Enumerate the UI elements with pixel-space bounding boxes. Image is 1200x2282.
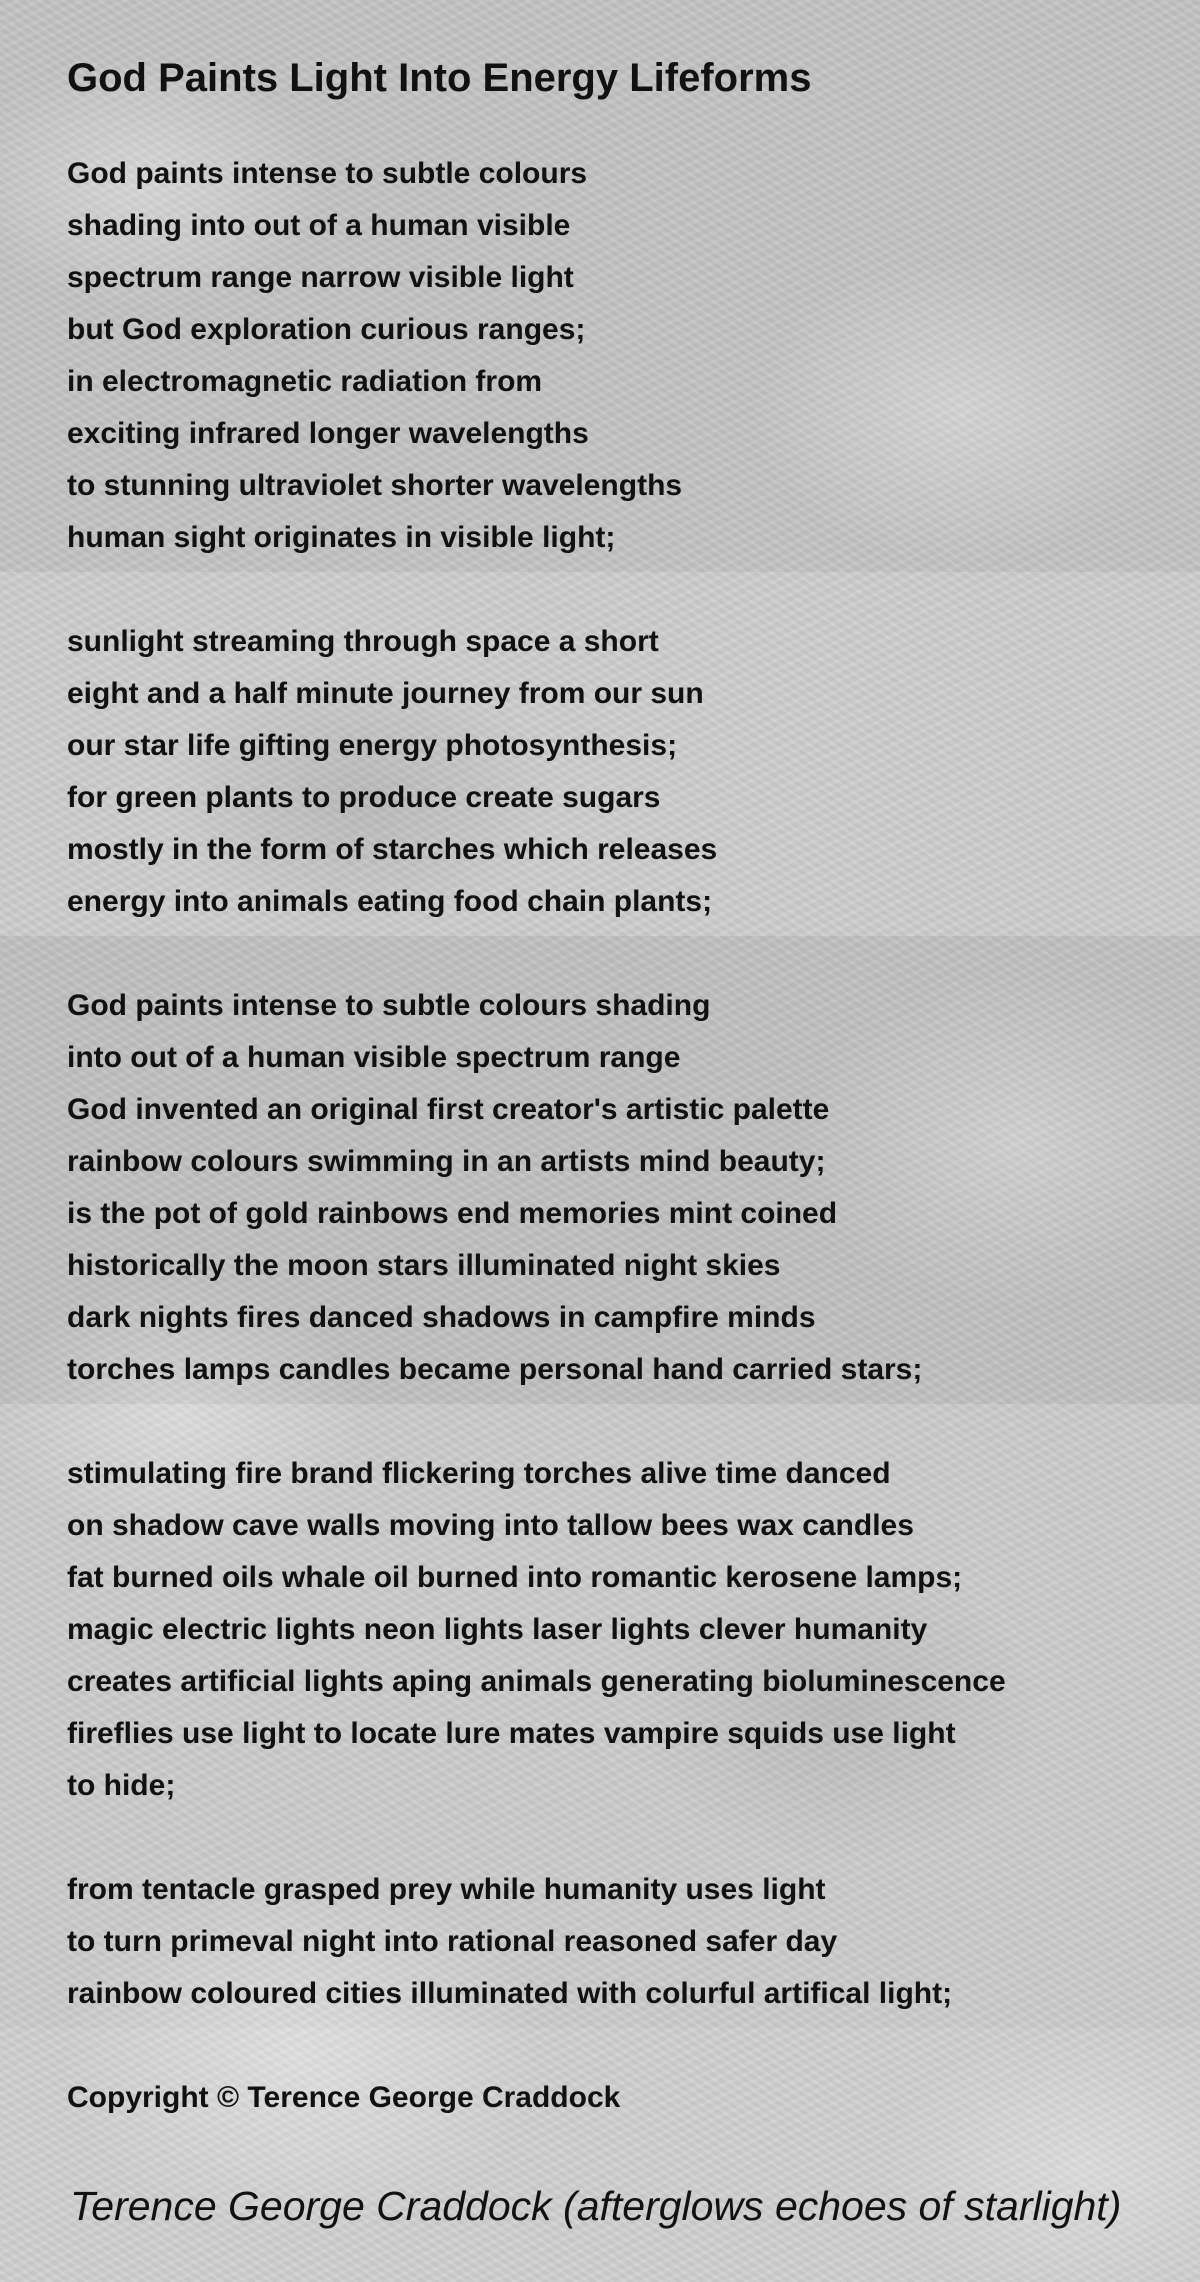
poem-stanza <box>67 1864 1006 2020</box>
poem-line: magic electric lights neon lights laser lights clever humanity <box>67 1613 928 1646</box>
poem-line: human sight originates in visible light; <box>67 521 616 554</box>
poem-line: God invented an original first creator's artistic palette <box>67 1093 830 1126</box>
poem-stanza <box>67 1448 1006 1812</box>
poem-line: dark nights fires danced shadows in campfire minds <box>67 1301 816 1334</box>
poem-stanza <box>67 616 1006 928</box>
poem-line: sunlight streaming through space a short <box>67 625 659 658</box>
poem-line: creates artificial lights aping animals generating bioluminescence <box>67 1665 1006 1698</box>
poem-line: into out of a human visible spectrum range <box>67 1041 681 1074</box>
poem-line: to turn primeval night into rational reasoned safer day <box>67 1925 838 1958</box>
poem-line: to stunning ultraviolet shorter wavelengths <box>67 469 683 502</box>
poem-line: but God exploration curious ranges; <box>67 313 586 346</box>
poem-line: in electromagnetic radiation from <box>67 365 543 398</box>
poem-line: on shadow cave walls moving into tallow bees wax candles <box>67 1509 914 1542</box>
poem-line: stimulating fire brand flickering torches alive time danced <box>67 1457 891 1490</box>
author-signature: Terence George Craddock (afterglows echoes of starlight) <box>70 2183 1122 2229</box>
poem-line: energy into animals eating food chain plants; <box>67 885 713 918</box>
poem-line: our star life gifting energy photosynthesis; <box>67 729 678 762</box>
poem-line: is the pot of gold rainbows end memories mint coined <box>67 1197 838 1230</box>
poem-line: spectrum range narrow visible light <box>67 261 574 294</box>
poem-line: from tentacle grasped prey while humanity uses light <box>67 1873 826 1906</box>
poem-line: historically the moon stars illuminated night skies <box>67 1249 781 1282</box>
poem-stanza <box>67 148 1006 564</box>
poem-line: fireflies use light to locate lure mates vampire squids use light <box>67 1717 956 1750</box>
poem-line: to hide; <box>67 1769 176 1802</box>
poem-line: mostly in the form of starches which releases <box>67 833 718 866</box>
poem-stanza <box>67 980 1006 1396</box>
poem-line: exciting infrared longer wavelengths <box>67 417 589 450</box>
poem-line: God paints intense to subtle colours <box>67 157 588 190</box>
poem-line: for green plants to produce create sugars <box>67 781 661 814</box>
copyright-notice: Copyright © Terence George Craddock <box>67 2081 621 2114</box>
poem-line: rainbow coloured cities illuminated with colurful artifical light; <box>67 1977 953 2010</box>
poem-line: torches lamps candles became personal hand carried stars; <box>67 1353 923 1386</box>
poem-line: God paints intense to subtle colours shading <box>67 989 711 1022</box>
poem-line: eight and a half minute journey from our sun <box>67 677 704 710</box>
poem-title: God Paints Light Into Energy Lifeforms <box>67 56 812 100</box>
poem-line: fat burned oils whale oil burned into romantic kerosene lamps; <box>67 1561 963 1594</box>
poem-line: shading into out of a human visible <box>67 209 571 242</box>
poem-line: rainbow colours swimming in an artists mind beauty; <box>67 1145 826 1178</box>
poem-body <box>67 148 1006 2072</box>
